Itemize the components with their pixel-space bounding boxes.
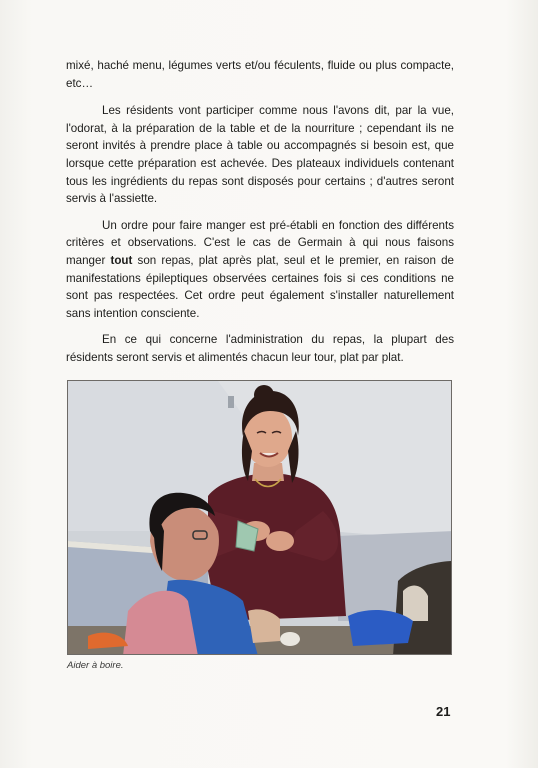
paragraph-3	[66, 217, 454, 323]
paragraph-1: mixé, haché menu, légumes verts et/ou féculents, fluide ou plus compacte, etc…	[66, 59, 454, 90]
photo-illustration	[68, 381, 452, 655]
photo-helping-to-drink	[67, 380, 452, 655]
page-number: 21	[436, 704, 451, 719]
photo-caption: Aider à boire.	[67, 660, 124, 671]
paragraph-3-end: son repas, plat après plat, seul et le premier, en raison de manifestations épileptiques observées certaines fois si ces conditions ne sont pas respectées. Cet ordre peut également s'installer naturellement sans intention consciente.	[66, 253, 454, 320]
paragraph-4: En ce qui concerne l'administration du repas, la plupart des résidents seront servis et alimentés chacun leur tour, plat par plat.	[66, 333, 454, 364]
paragraph-2: Les résidents vont participer comme nous l'avons dit, par la vue, l'odorat, à la préparation de la table et de la nourriture ; cependant ils ne seront invités à prendre place à table ou accompagnés si besoin est, que lorsque cette préparation est achevée. Des plateaux individuels contenant tous les ingrédients du repas sont disposés pour certains ; d'autres seront servis à l'assiette.	[66, 104, 454, 206]
paragraph-3-bold-word: tout	[110, 253, 133, 267]
paragraph-3-start: Un ordre pour faire manger est pré-établi en fonction des différents critères et observations. C'est le cas de Germain à qui nous faisons manger	[66, 218, 454, 267]
body-text	[66, 57, 454, 376]
